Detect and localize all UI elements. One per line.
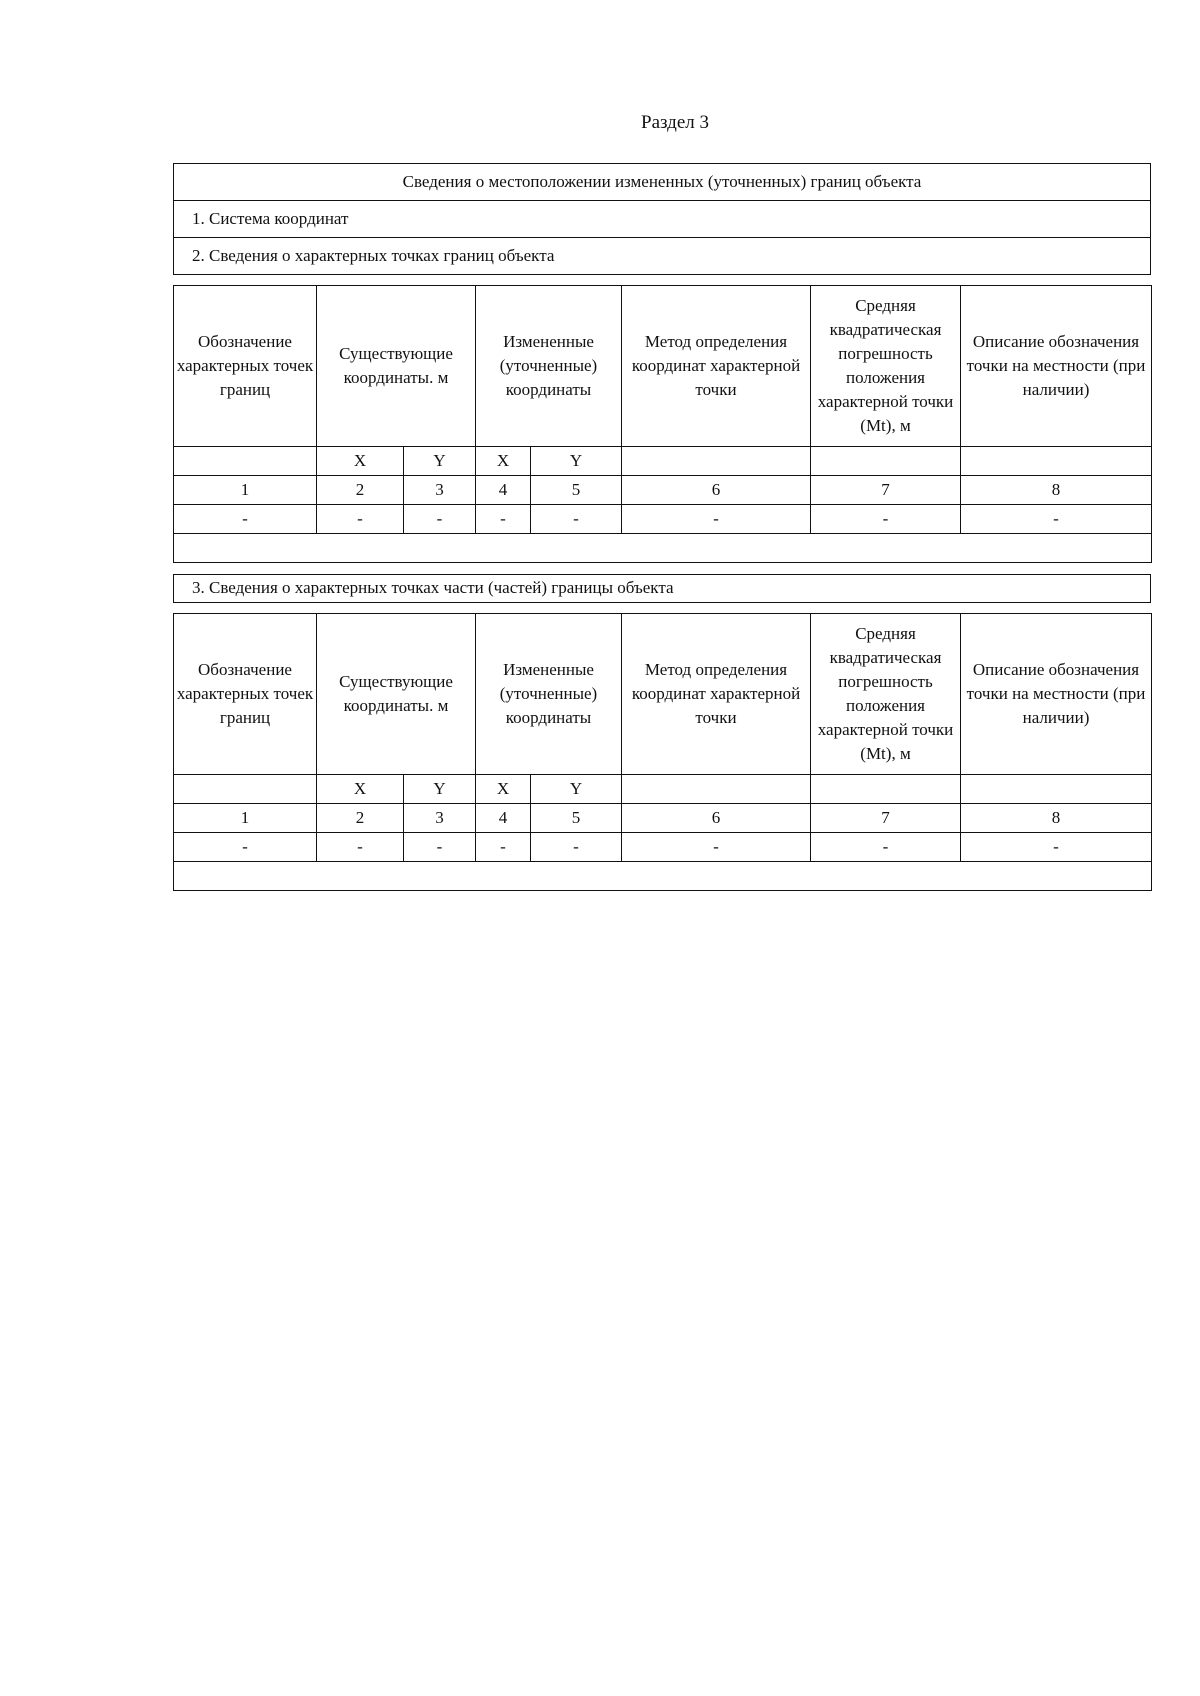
col-number: 5 — [531, 804, 622, 833]
col-existing-coords: Существующие координаты. м — [317, 286, 476, 447]
col-number: 3 — [404, 804, 476, 833]
table-cell: - — [174, 505, 317, 534]
col-designation: Обозначение характерных точек границ — [174, 286, 317, 447]
col-number: 4 — [476, 804, 531, 833]
empty-cell — [174, 447, 317, 476]
empty-cell — [622, 447, 811, 476]
boundary-points-table — [173, 285, 1152, 563]
col-number: 7 — [811, 804, 961, 833]
col-y-existing: Y — [404, 447, 476, 476]
boundary-info-table — [173, 163, 1151, 275]
empty-cell — [811, 447, 961, 476]
table-cell: - — [811, 833, 961, 862]
table-cell: - — [811, 505, 961, 534]
empty-cell — [622, 775, 811, 804]
col-number: 1 — [174, 476, 317, 505]
col-description: Описание обозначения точки на местности (при наличии) — [961, 286, 1152, 447]
boundary-points-heading: 2. Сведения о характерных точках границ объекта — [174, 238, 1151, 275]
part-boundary-heading-table — [173, 574, 1151, 603]
table-cell: - — [404, 505, 476, 534]
col-number: 4 — [476, 476, 531, 505]
col-number: 2 — [317, 476, 404, 505]
col-number: 3 — [404, 476, 476, 505]
empty-row — [174, 862, 1152, 891]
col-changed-coords: Измененные (уточненные) координаты — [476, 286, 622, 447]
col-y-changed: Y — [531, 447, 622, 476]
table-cell: - — [622, 833, 811, 862]
table-cell: - — [961, 833, 1152, 862]
table-cell: - — [961, 505, 1152, 534]
table-cell: - — [404, 833, 476, 862]
empty-row — [174, 534, 1152, 563]
empty-cell — [961, 775, 1152, 804]
col-number: 1 — [174, 804, 317, 833]
part-boundary-points-table — [173, 613, 1152, 891]
col-method: Метод определения координат характерной точки — [622, 614, 811, 775]
table-cell: - — [476, 505, 531, 534]
col-number: 7 — [811, 476, 961, 505]
table-cell: - — [317, 833, 404, 862]
table-cell: - — [476, 833, 531, 862]
col-description: Описание обозначения точки на местности (при наличии) — [961, 614, 1152, 775]
section-title: Раздел 3 — [641, 112, 709, 133]
col-number: 8 — [961, 476, 1152, 505]
part-boundary-heading: 3. Сведения о характерных точках части (частей) границы объекта — [174, 575, 1151, 603]
table-cell: - — [317, 505, 404, 534]
table-cell: - — [531, 833, 622, 862]
table-cell: - — [531, 505, 622, 534]
col-y-existing: Y — [404, 775, 476, 804]
col-x-changed: X — [476, 447, 531, 476]
table-cell: - — [622, 505, 811, 534]
col-changed-coords: Измененные (уточненные) координаты — [476, 614, 622, 775]
col-number: 6 — [622, 476, 811, 505]
coordinate-system-row: 1. Система координат — [174, 201, 1151, 238]
col-x-existing: X — [317, 775, 404, 804]
col-number: 2 — [317, 804, 404, 833]
empty-cell — [174, 775, 317, 804]
empty-cell — [961, 447, 1152, 476]
col-method: Метод определения координат характерной точки — [622, 286, 811, 447]
col-number: 8 — [961, 804, 1152, 833]
table-cell: - — [174, 833, 317, 862]
col-x-existing: X — [317, 447, 404, 476]
col-number: 5 — [531, 476, 622, 505]
col-designation: Обозначение характерных точек границ — [174, 614, 317, 775]
col-x-changed: X — [476, 775, 531, 804]
col-number: 6 — [622, 804, 811, 833]
col-existing-coords: Существующие координаты. м — [317, 614, 476, 775]
col-y-changed: Y — [531, 775, 622, 804]
col-error: Средняя квадратическая погрешность положения характерной точки (Mt), м — [811, 614, 961, 775]
boundary-info-heading: Сведения о местоположении измененных (уточненных) границ объекта — [174, 164, 1151, 201]
col-error: Средняя квадратическая погрешность положения характерной точки (Mt), м — [811, 286, 961, 447]
empty-cell — [811, 775, 961, 804]
